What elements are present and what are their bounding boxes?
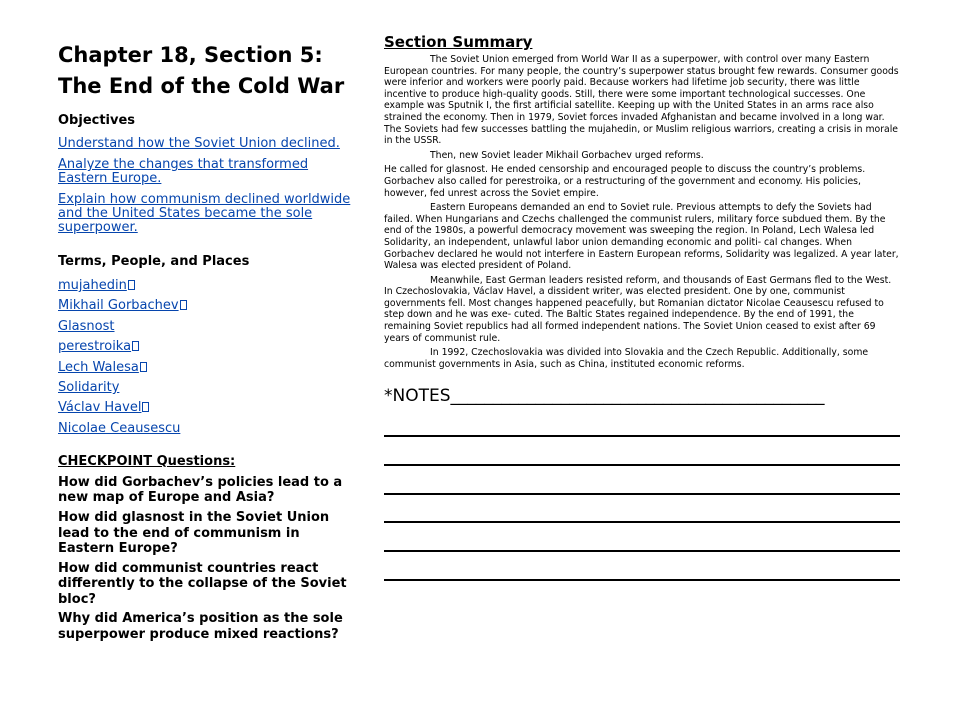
objectives-heading: Objectives: [58, 113, 136, 128]
title-line-1: Chapter 18, Section 5:: [58, 43, 323, 67]
page-title: [58, 40, 358, 102]
missing-glyph-icon: [142, 402, 149, 412]
term-link-solidarity[interactable]: [58, 380, 358, 395]
term-link-havel[interactable]: [58, 400, 358, 415]
checkpoint-question-4: Why did America’s position as the sole superpower produce mixed reactions?: [58, 611, 343, 643]
checkpoint-questions: [58, 475, 358, 643]
terms-section: [58, 253, 358, 436]
note-writing-line: [384, 408, 900, 437]
term-label: Solidarity: [58, 379, 120, 395]
objective-link-1[interactable]: Understand how the Soviet Union declined.: [58, 136, 340, 151]
term-link-glasnost[interactable]: [58, 319, 358, 334]
left-column: [58, 40, 358, 647]
notes-label: *NOTES: [384, 386, 451, 407]
term-link-perestroika[interactable]: [58, 339, 358, 354]
terms-heading: Terms, People, and Places: [58, 254, 250, 269]
note-writing-line: [384, 495, 900, 524]
right-column: [384, 32, 902, 581]
missing-glyph-icon: [180, 300, 187, 310]
note-writing-line: [384, 523, 900, 552]
checkpoint-heading: CHECKPOINT Questions:: [58, 453, 236, 469]
summary-paragraph-3: He called for glasnost. He ended censorship and encouraged people to discuss the country’s problems. Gorbachev also called for perestroika, or a restructuring of the government and economy. His policies, however, fed unrest across the Soviet empire.: [384, 164, 866, 199]
objectives-list: [58, 137, 358, 235]
objective-link-2[interactable]: Analyze the changes that transformed Eastern Europe.: [58, 157, 309, 186]
term-link-ceausescu[interactable]: [58, 421, 358, 436]
missing-glyph-icon: [140, 362, 147, 372]
checkpoint-question-3: How did communist countries react differently to the collapse of the Soviet bloc?: [58, 560, 347, 607]
notes-lines: [384, 408, 902, 580]
term-link-mujahedin[interactable]: [58, 278, 358, 293]
summary-paragraph-4: Eastern Europeans demanded an end to Soviet rule. Previous attempts to defy the Soviets had failed. When Hungarians and Czechs challenged the communist rulers, military force subdued them. By the end of the 1980s, a powerful democracy movement was sweeping the region. In Poland, Lech Walesa led Solidarity, an independent, unlawful labor union demanding economic and politi- cal changes. When Gorbachev declared he would not interfere in Eastern European reforms, Solidarity was legalized. A year later, Walesa was elected president of Poland.: [384, 202, 899, 272]
summary-heading: Section Summary: [384, 33, 533, 51]
term-label: Lech Walesa: [58, 359, 139, 375]
summary-paragraph-2: Then, new Soviet leader Mikhail Gorbachev urged reforms.: [430, 149, 704, 161]
note-writing-line: [384, 552, 900, 581]
term-label: Mikhail Gorbachev: [58, 298, 179, 314]
note-writing-line: [384, 466, 900, 495]
term-label: Glasnost: [58, 318, 115, 334]
note-writing-line: [384, 437, 900, 466]
notes-section: [384, 384, 902, 408]
objective-link-3[interactable]: Explain how communism declined worldwide and the United States became the sole superpower.: [58, 192, 351, 235]
missing-glyph-icon: [132, 341, 139, 351]
term-link-walesa[interactable]: [58, 360, 358, 375]
checkpoint-question-2: How did glasnost in the Soviet Union lead to the end of communism in Eastern Europe?: [58, 509, 330, 557]
title-line-2: The End of the Cold War: [58, 74, 345, 98]
summary-paragraph-6: In 1992, Czechoslovakia was divided into Slovakia and the Czech Republic. Additionally, some communist governments in Asia, such as China, instituted economic reforms.: [384, 347, 869, 370]
term-link-gorbachev[interactable]: [58, 298, 358, 313]
summary-paragraph-5: Meanwhile, East German leaders resisted reform, and thousands of East Germans fled to the West. In Czechoslovakia, Václav Havel, a dissident writer, was elected president. One by one, communist governments fell. Most changes happened peacefully, but Romanian dictator Nicolae Ceausescu refused to step down and he was exe- cuted. The Baltic States regained independence. By the end of 1991, the remaining Soviet republics had all formed independent nations. The Soviet Union ceased to exist after 69 years of communist rule.: [384, 274, 892, 344]
term-label: Václav Havel: [58, 400, 142, 416]
summary-paragraph-1: The Soviet Union emerged from World War II as a superpower, with control over many Eastern European countries. For many people, the country’s superpower status brought few rewards. Consumer goods were inferior and workers were poorly paid. Because workers had lifetime job security, there was little incentive to produce high-quality goods. Still, there were some important technological successes. One example was Sputnik I, the first artificial satellite. Keeping up with the United States in an arms race also strained the economy. Then in 1979, Soviet forces invaded Afghanistan and became involved in a long war. The Soviets had few successes battling the mujahedin, or Muslim religious warriors, creating a crisis in morale in the USSR.: [384, 54, 899, 147]
term-label: Nicolae Ceausescu: [58, 420, 181, 436]
checkpoint-question-1: How did Gorbachev’s policies lead to a new map of Europe and Asia?: [58, 474, 343, 506]
term-label: perestroika: [58, 339, 132, 355]
term-label: mujahedin: [58, 278, 127, 293]
missing-glyph-icon: [128, 280, 135, 290]
notes-first-line: ____________________________________________: [450, 386, 825, 407]
